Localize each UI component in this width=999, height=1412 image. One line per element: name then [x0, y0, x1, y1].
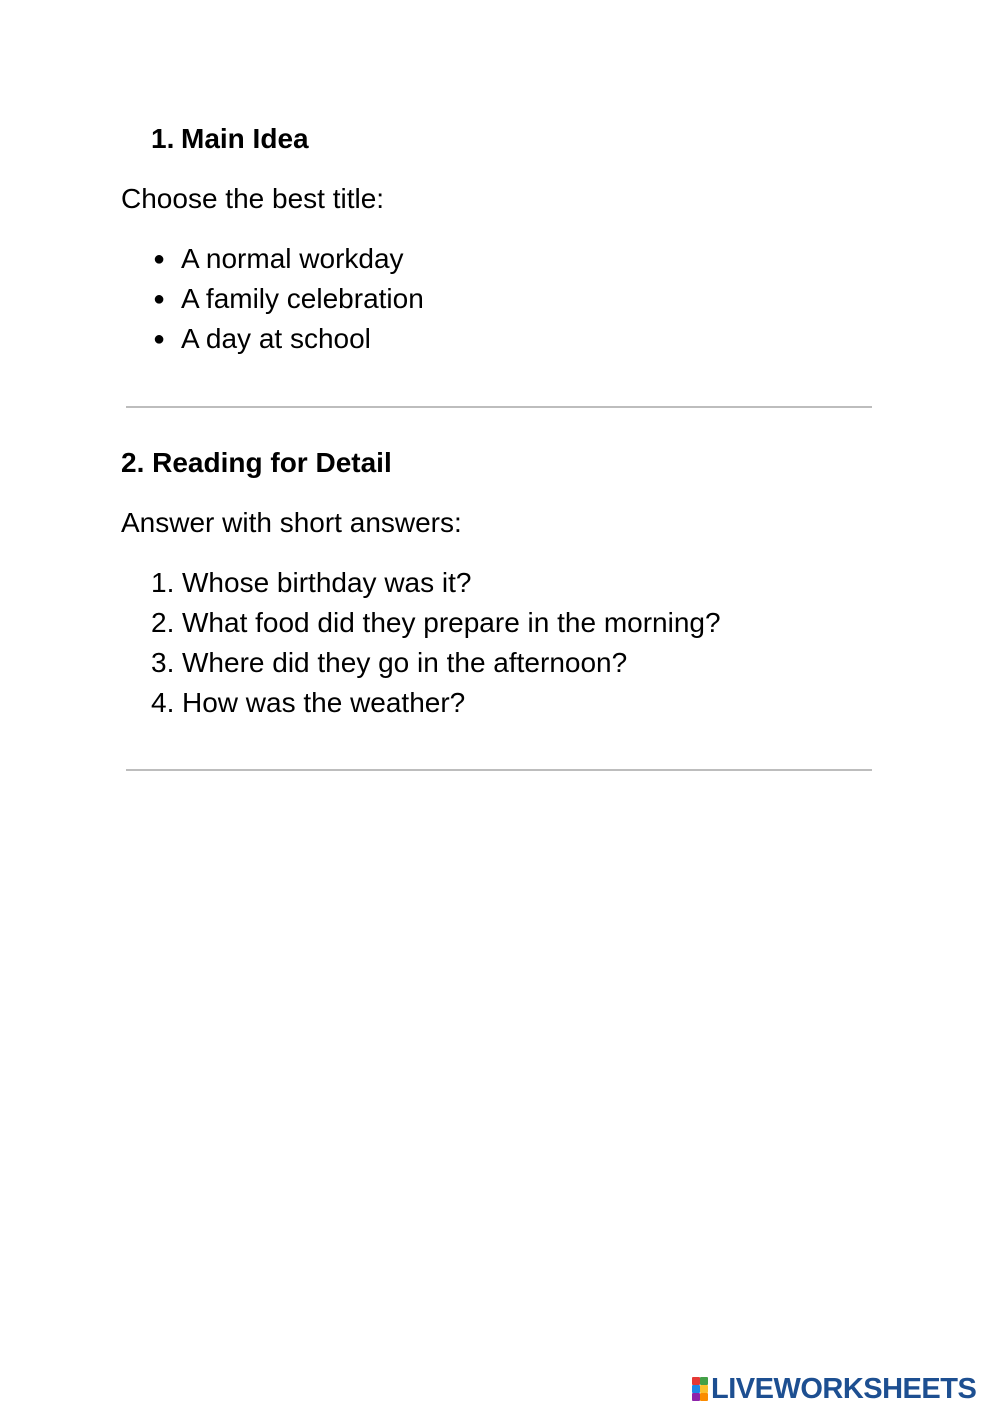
section-2-instruction: Answer with short answers:	[121, 507, 462, 538]
divider	[126, 769, 872, 771]
option-label: A normal workday	[181, 243, 404, 274]
divider	[126, 406, 872, 408]
section-1-title: Main Idea	[181, 123, 309, 154]
logo-block	[692, 1385, 700, 1393]
question-text: What food did they prepare in the morning?	[182, 607, 721, 638]
liveworksheets-logo	[692, 1372, 976, 1406]
logo-blocks-icon	[692, 1377, 708, 1401]
question-text: How was the weather?	[182, 687, 466, 718]
logo-block	[692, 1377, 700, 1385]
option-label: A family celebration	[181, 283, 424, 314]
question-text: Whose birthday was it?	[182, 567, 472, 598]
question-number: 1.	[151, 567, 175, 598]
bullet-icon: ●	[153, 288, 166, 310]
question-number: 3.	[151, 647, 175, 678]
logo-block	[700, 1377, 708, 1385]
logo-block	[692, 1393, 700, 1401]
question-text: Where did they go in the afternoon?	[182, 647, 628, 678]
bullet-icon: ●	[153, 328, 166, 350]
section-1-number: 1.	[151, 123, 175, 154]
question-number: 4.	[151, 687, 175, 718]
section-2-heading: 2. Reading for Detail	[121, 447, 392, 478]
option-list	[153, 242, 553, 362]
question-number: 2.	[151, 607, 175, 638]
logo-block	[700, 1393, 708, 1401]
logo-text: LIVEWORKSHEETS	[711, 1373, 977, 1405]
option-label: A day at school	[181, 323, 371, 354]
question-list	[151, 566, 851, 726]
logo-block	[700, 1385, 708, 1393]
bullet-icon: ●	[153, 248, 166, 270]
section-1-heading	[151, 122, 309, 156]
section-1-instruction: Choose the best title:	[121, 183, 385, 214]
